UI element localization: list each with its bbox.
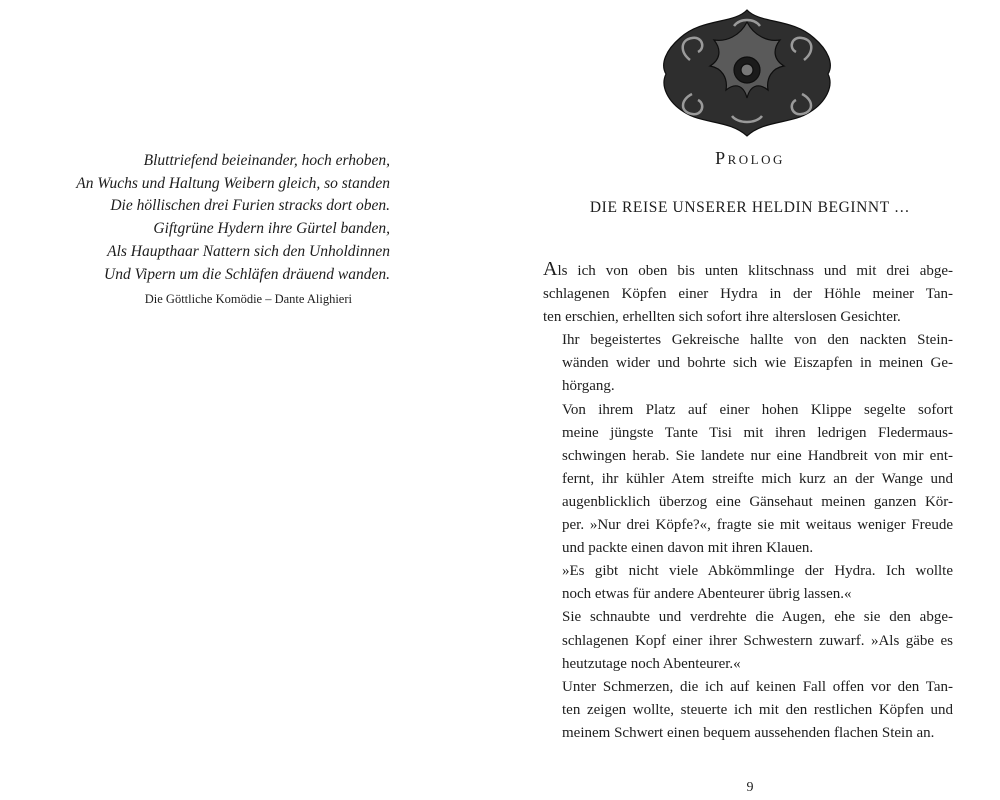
text-line: heutzutage noch Abenteurer.« — [562, 655, 741, 672]
paragraph — [543, 560, 953, 606]
epigraph-line: Die höllischen drei Furien stracks dort oben. — [110, 197, 390, 215]
text-line: Von ihrem Platz auf einer hohen Klippe segelte sofort — [562, 401, 953, 418]
epigraph — [20, 150, 390, 308]
text-line: ls ich von oben bis unten klitschnass und mit drei abge- — [557, 263, 953, 279]
text-line: ten zeigen wollte, steuerte ich mit den restlichen Köpfen und — [562, 701, 953, 718]
baroque-scroll-ornament-icon — [656, 2, 838, 142]
text-line: »Es gibt nicht viele Abkömmlinge der Hydra. Ich wollte — [562, 563, 953, 580]
text-line: schwingen herab. Sie landete nur eine Handbreit von mir ent- — [562, 447, 953, 464]
text-line: und packte einen davon mit ihren Klauen. — [562, 540, 814, 557]
paragraph — [543, 260, 953, 329]
text-line: hörgang. — [562, 378, 615, 395]
text-line: Unter Schmerzen, die ich auf keinen Fall offen vor den Tan- — [562, 678, 953, 695]
text-line: schlagenen Köpfen einer Hydra in der Höhle meiner Tan- — [543, 286, 953, 303]
epigraph-line: Giftgrüne Hydern ihre Gürtel banden, — [153, 220, 390, 238]
dropcap: A — [543, 258, 558, 280]
text-line: augenblicklich überzog eine Gänsehaut meinen ganzen Kör- — [562, 493, 953, 510]
epigraph-line: Als Haupthaar Nattern sich den Unholdinnen — [107, 242, 390, 260]
text-line: meinem Schwert einen bequem aussehenden flachen Stein an. — [562, 724, 935, 741]
text-line: wänden wider und bohrte sich wie Eiszapfen in meinen Ge- — [562, 355, 953, 372]
text-line: Ihr begeistertes Gekreische hallte von den nackten Stein- — [562, 332, 953, 349]
paragraph — [543, 329, 953, 398]
text-line: ten erschien, erhellten sich sofort ihre alterslosen Gesichter. — [543, 309, 901, 326]
epigraph-line: Und Vipern um die Schläfen dräuend wanden. — [104, 265, 390, 283]
text-line: noch etwas für andere Abenteurer übrig lassen.« — [562, 586, 852, 603]
epigraph-line: An Wuchs und Haltung Weibern gleich, so standen — [76, 174, 390, 192]
epigraph-source: Die Göttliche Komödie – Dante Alighieri — [144, 292, 352, 307]
text-line: Sie schnaubte und verdrehte die Augen, ehe sie den abge- — [562, 609, 953, 626]
epigraph-line: Bluttriefend beieinander, hoch erhoben, — [143, 152, 390, 169]
page-number: 9 — [746, 780, 754, 795]
chapter-title: Prolog — [715, 148, 785, 168]
paragraph — [543, 399, 953, 561]
text-line: schlagenen Kopf einer ihrer Schwestern zuwarf. »Als gäbe es — [562, 632, 953, 649]
paragraph — [543, 676, 953, 745]
text-line: fernt, ihr kühler Atem streifte mich kurz an der Wange und — [562, 470, 953, 487]
body-text — [543, 260, 953, 745]
right-page — [500, 0, 1000, 800]
chapter-subtitle: DIE REISE UNSERER HELDIN BEGINNT … — [589, 199, 911, 216]
text-line: per. »Nur drei Köpfe?«, fragte sie mit weitaus weniger Freude — [562, 517, 953, 534]
text-line: meine jüngste Tante Tisi mit ihren ledrigen Fledermaus- — [562, 424, 953, 441]
paragraph — [543, 606, 953, 675]
